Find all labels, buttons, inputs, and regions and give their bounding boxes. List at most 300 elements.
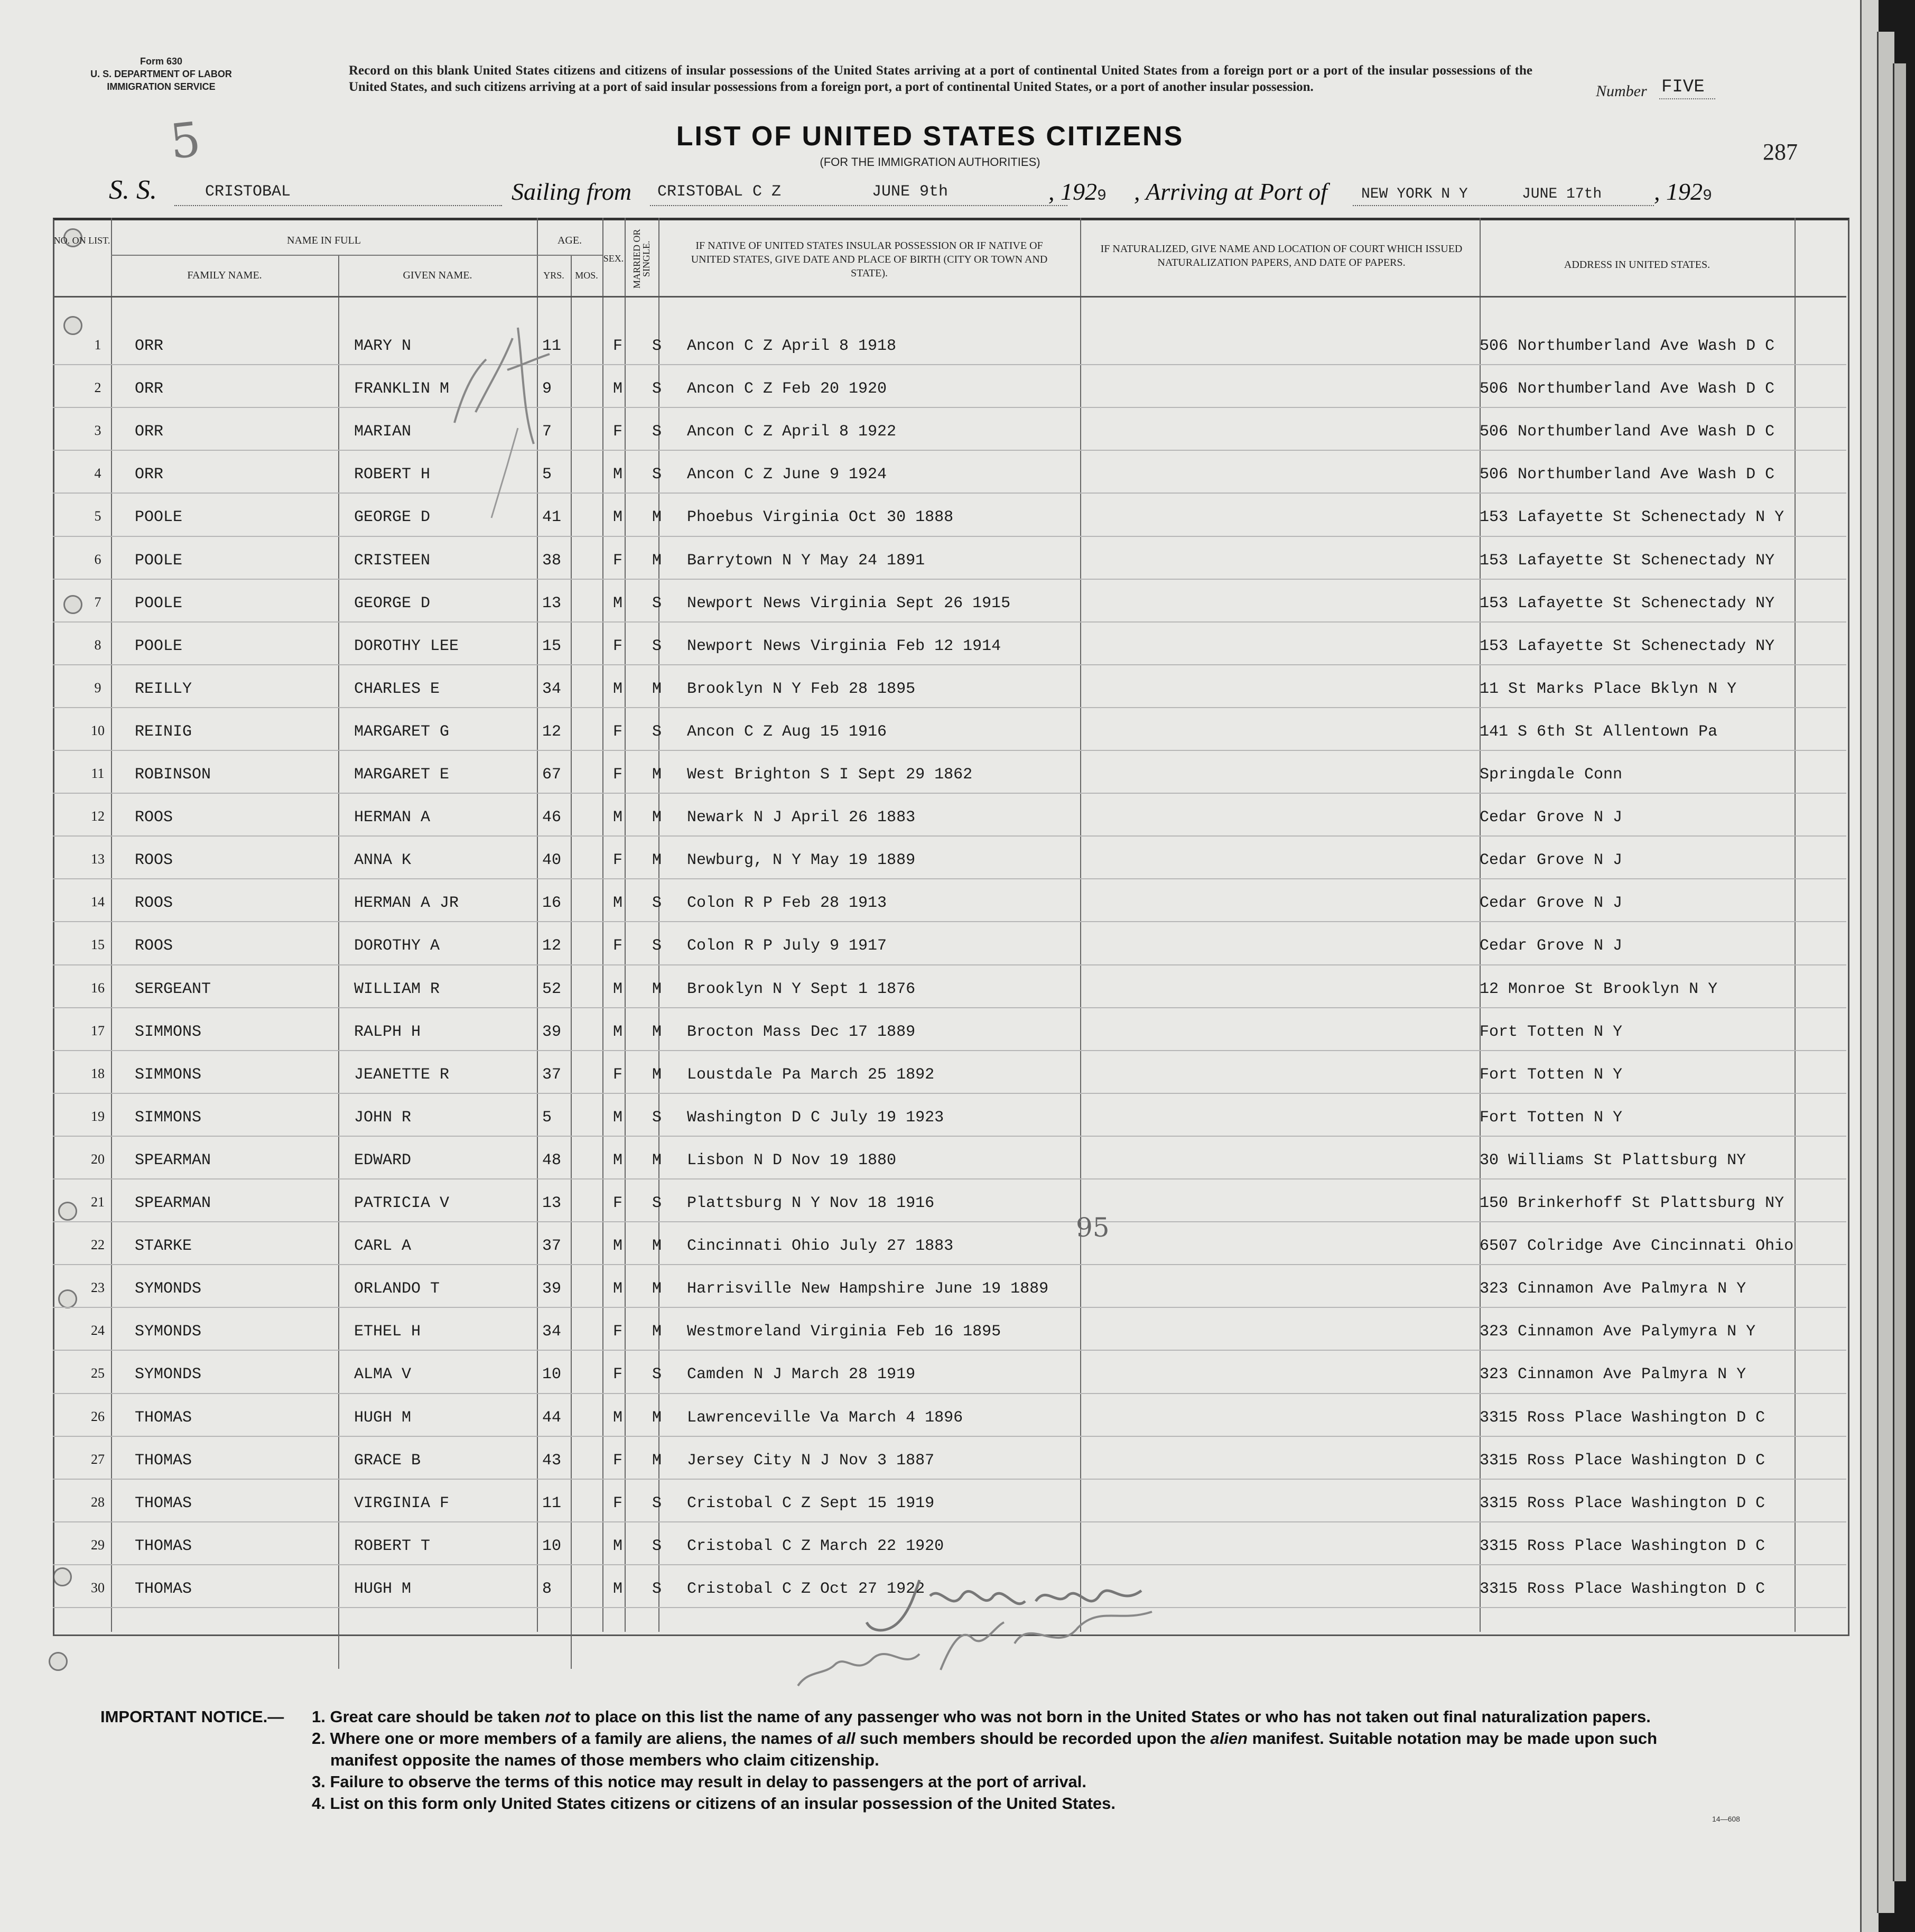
row-rule: [53, 1393, 1846, 1394]
marital-status: S: [652, 466, 662, 484]
from-port: CRISTOBAL C Z: [657, 183, 782, 201]
row-rule: [53, 621, 1846, 623]
family-name: ORR: [135, 337, 164, 355]
birth-place-date: Phoebus Virginia Oct 30 1888: [687, 508, 954, 527]
sex: M: [613, 466, 623, 484]
row-rule: [53, 878, 1846, 879]
sex: F: [613, 851, 623, 870]
family-name: ROBINSON: [135, 766, 211, 784]
row-number: 21: [91, 1194, 105, 1210]
birth-place-date: Ancon C Z Feb 20 1920: [687, 380, 887, 398]
given-name: ROBERT T: [354, 1537, 431, 1555]
sex: F: [613, 551, 623, 570]
us-address: 506 Northumberland Ave Wash D C: [1480, 380, 1775, 398]
row-number: 26: [91, 1408, 105, 1424]
us-address: 323 Cinnamon Ave Palmyra N Y: [1480, 1280, 1746, 1298]
col-header-yrs: YRS.: [543, 270, 564, 281]
notice-lead: IMPORTANT NOTICE.—: [100, 1707, 284, 1726]
sex: F: [613, 1494, 623, 1512]
age-years: 39: [542, 1023, 562, 1041]
us-address: Cedar Grove N J: [1480, 937, 1623, 955]
row-number: 27: [91, 1451, 105, 1467]
sex: F: [613, 423, 623, 441]
birth-place-date: Ancon C Z Aug 15 1916: [687, 722, 887, 741]
sex: M: [613, 594, 623, 612]
age-years: 37: [542, 1237, 562, 1256]
birth-place-date: Cristobal C Z Oct 27 1922: [687, 1580, 925, 1598]
birth-place-date: Camden N J March 28 1919: [687, 1366, 916, 1384]
col-header-sex: SEX.: [603, 253, 624, 264]
sex: M: [613, 1580, 623, 1598]
row-rule: [53, 921, 1846, 922]
age-years: 48: [542, 1151, 562, 1169]
birth-place-date: Lawrenceville Va March 4 1896: [687, 1408, 963, 1427]
col-divider: [1080, 218, 1081, 1632]
age-years: 44: [542, 1408, 562, 1427]
age-years: 12: [542, 937, 562, 955]
us-address: Cedar Grove N J: [1480, 851, 1623, 870]
family-name: THOMAS: [135, 1494, 192, 1512]
notice-item-4: 4. List on this form only United States citizens or citizens of an insular possession of the United States.: [312, 1794, 1115, 1813]
sex: M: [613, 980, 623, 998]
row-number: 11: [91, 766, 105, 781]
age-years: 15: [542, 637, 562, 655]
col-divider: [1795, 218, 1796, 1632]
us-address: 141 S 6th St Allentown Pa: [1480, 722, 1718, 741]
birth-place-date: Plattsburg N Y Nov 18 1916: [687, 1194, 935, 1212]
col-header-married: MARRIED OR SINGLE.: [631, 229, 652, 289]
ss-label: S. S.: [109, 175, 157, 205]
form-number: 14—608: [1712, 1815, 1740, 1823]
col-header-mos: MOS.: [575, 270, 598, 281]
given-name: HUGH M: [354, 1580, 412, 1598]
age-years: 8: [542, 1580, 552, 1598]
col-divider: [111, 218, 112, 1632]
family-name: THOMAS: [135, 1408, 192, 1427]
age-years: 16: [542, 894, 562, 913]
to-year: , 1929: [1654, 178, 1713, 205]
row-number: 13: [91, 851, 105, 867]
birth-place-date: Cristobal C Z Sept 15 1919: [687, 1494, 935, 1512]
given-name: CHARLES E: [354, 680, 440, 698]
row-number: 2: [94, 380, 101, 396]
row-number: 9: [94, 680, 101, 695]
row-rule: [53, 450, 1846, 451]
marital-status: S: [652, 937, 662, 955]
family-name: POOLE: [135, 594, 183, 612]
row-number: 16: [91, 980, 105, 996]
row-number: 17: [91, 1023, 105, 1038]
age-years: 5: [542, 1108, 552, 1127]
given-name: CARL A: [354, 1237, 412, 1256]
birth-place-date: Ancon C Z June 9 1924: [687, 466, 887, 484]
birth-place-date: West Brighton S I Sept 29 1862: [687, 766, 973, 784]
marital-status: M: [652, 1323, 662, 1341]
marital-status: S: [652, 423, 662, 441]
row-number: 24: [91, 1323, 105, 1339]
us-address: Cedar Grove N J: [1480, 809, 1623, 827]
number-label: Number: [1596, 82, 1647, 100]
age-years: 12: [542, 722, 562, 741]
row-number: 23: [91, 1280, 105, 1296]
row-rule: [53, 1007, 1846, 1008]
family-name: STARKE: [135, 1237, 192, 1256]
marital-status: M: [652, 1151, 662, 1169]
row-rule: [53, 493, 1846, 494]
form-identifier: Form 630 U. S. DEPARTMENT OF LABOR IMMIGRATION SERVICE: [90, 56, 232, 92]
age-years: 10: [542, 1366, 562, 1384]
page-subtitle: (FOR THE IMMIGRATION AUTHORITIES): [820, 155, 1040, 169]
sex: M: [613, 508, 623, 527]
col-header-name: NAME IN FULL: [287, 235, 361, 246]
us-address: Springdale Conn: [1480, 766, 1623, 784]
sex: M: [613, 680, 623, 698]
us-address: 153 Lafayette St Schenectady NY: [1480, 637, 1775, 655]
age-years: 67: [542, 766, 562, 784]
given-name: JOHN R: [354, 1108, 412, 1127]
us-address: 506 Northumberland Ave Wash D C: [1480, 466, 1775, 484]
row-number: 30: [91, 1580, 105, 1595]
given-name: ROBERT H: [354, 466, 431, 484]
birth-place-date: Newport News Virginia Sept 26 1915: [687, 594, 1011, 612]
us-address: 3315 Ross Place Washington D C: [1480, 1537, 1765, 1555]
us-address: 323 Cinnamon Ave Palmyra N Y: [1480, 1366, 1746, 1384]
age-years: 11: [542, 1494, 562, 1512]
sex: F: [613, 1451, 623, 1470]
us-address: 323 Cinnamon Ave Palymyra N Y: [1480, 1323, 1756, 1341]
family-name: THOMAS: [135, 1580, 192, 1598]
signature: [782, 1564, 1215, 1702]
from-date: JUNE 9th: [872, 183, 949, 201]
row-rule: [53, 793, 1846, 794]
sex: M: [613, 1023, 623, 1041]
row-number: 28: [91, 1494, 105, 1510]
family-name: REINIG: [135, 722, 192, 741]
row-number: 22: [91, 1237, 105, 1253]
birth-place-date: Barrytown N Y May 24 1891: [687, 551, 925, 570]
row-number: 5: [94, 508, 101, 524]
us-address: 3315 Ross Place Washington D C: [1480, 1580, 1765, 1598]
row-rule: [53, 1521, 1846, 1522]
row-number: 12: [91, 809, 105, 824]
sex: F: [613, 1323, 623, 1341]
family-name: THOMAS: [135, 1537, 192, 1555]
col-header-family: FAMILY NAME.: [187, 270, 262, 281]
row-rule: [53, 1136, 1846, 1137]
row-rule: [53, 1479, 1846, 1480]
age-years: 11: [542, 337, 562, 355]
family-name: ORR: [135, 380, 164, 398]
family-name: ORR: [135, 466, 164, 484]
us-address: Fort Totten N Y: [1480, 1023, 1623, 1041]
birth-place-date: Colon R P July 9 1917: [687, 937, 887, 955]
birth-place-date: Cincinnati Ohio July 27 1883: [687, 1237, 954, 1256]
col-header-naturalized: IF NATURALIZED, GIVE NAME AND LOCATION OF COURT WHICH ISSUED NATURALIZATION PAPERS, AND DATE OF PAPERS.: [1100, 243, 1463, 268]
row-rule: [53, 407, 1846, 408]
sex: M: [613, 809, 623, 827]
marital-status: S: [652, 337, 662, 355]
us-address: Fort Totten N Y: [1480, 1065, 1623, 1084]
row-number: 6: [94, 551, 101, 567]
family-name: POOLE: [135, 637, 183, 655]
row-rule: [53, 1307, 1846, 1308]
family-name: ORR: [135, 423, 164, 441]
row-number: 3: [94, 423, 101, 439]
age-years: 10: [542, 1537, 562, 1555]
row-rule: [53, 1436, 1846, 1437]
row-rule: [53, 750, 1846, 751]
row-number: 14: [91, 894, 105, 910]
marital-status: S: [652, 1366, 662, 1384]
us-address: Fort Totten N Y: [1480, 1108, 1623, 1127]
row-rule: [53, 964, 1846, 965]
age-years: 34: [542, 1323, 562, 1341]
margin-number: 95: [1076, 1212, 1110, 1243]
marital-status: S: [652, 1108, 662, 1127]
birth-place-date: Ancon C Z April 8 1918: [687, 337, 897, 355]
row-number: 19: [91, 1108, 105, 1124]
age-years: 38: [542, 551, 562, 570]
given-name: GEORGE D: [354, 508, 431, 527]
marital-status: M: [652, 1023, 662, 1041]
to-port: NEW YORK N Y: [1361, 186, 1468, 202]
notice-item-2-cont: manifest opposite the names of those members who claim citizenship.: [330, 1751, 879, 1769]
us-address: 6507 Colridge Ave Cincinnati Ohio: [1480, 1237, 1794, 1256]
ship-name: CRISTOBAL: [205, 183, 291, 201]
family-name: ROOS: [135, 937, 173, 955]
given-name: MARY N: [354, 337, 412, 355]
sex: F: [613, 337, 623, 355]
row-number: 25: [91, 1366, 105, 1381]
birth-place-date: Westmoreland Virginia Feb 16 1895: [687, 1323, 1001, 1341]
row-rule: [53, 835, 1846, 837]
marital-status: M: [652, 680, 662, 698]
marital-status: S: [652, 894, 662, 913]
age-years: 43: [542, 1451, 562, 1470]
row-number: 20: [91, 1151, 105, 1167]
given-name: CRISTEEN: [354, 551, 431, 570]
family-name: SERGEANT: [135, 980, 211, 998]
us-address: 11 St Marks Place Bklyn N Y: [1480, 680, 1737, 698]
family-name: SIMMONS: [135, 1065, 202, 1084]
family-name: SPEARMAN: [135, 1151, 211, 1169]
page-title: LIST OF UNITED STATES CITIZENS: [676, 121, 1184, 152]
marital-status: M: [652, 1065, 662, 1084]
page-edge: [1860, 0, 1879, 1932]
marital-status: S: [652, 722, 662, 741]
sex: M: [613, 1237, 623, 1256]
handwritten-mark: 5: [167, 112, 203, 170]
age-years: 34: [542, 680, 562, 698]
arriving-label: , Arriving at Port of: [1134, 178, 1327, 205]
col-divider: [602, 218, 603, 1632]
given-name: HUGH M: [354, 1408, 412, 1427]
birth-place-date: Brooklyn N Y Feb 28 1895: [687, 680, 916, 698]
marital-status: S: [652, 637, 662, 655]
given-name: MARGARET E: [354, 766, 450, 784]
family-name: REILLY: [135, 680, 192, 698]
us-address: 506 Northumberland Ave Wash D C: [1480, 337, 1775, 355]
family-name: SIMMONS: [135, 1108, 202, 1127]
sex: M: [613, 1537, 623, 1555]
marital-status: S: [652, 1494, 662, 1512]
notice-item-2: 2. Where one or more members of a family are aliens, the names of all such members should be recorded upon the alien manifest. Suitable notation may be made upon such: [312, 1729, 1658, 1748]
sex: M: [613, 1108, 623, 1127]
sex: F: [613, 1194, 623, 1212]
birth-place-date: Brocton Mass Dec 17 1889: [687, 1023, 916, 1041]
marital-status: S: [652, 594, 662, 612]
age-years: 9: [542, 380, 552, 398]
col-header-no: NO. ON LIST.: [53, 235, 110, 246]
given-name: VIRGINIA F: [354, 1494, 450, 1512]
sex: F: [613, 1065, 623, 1084]
marital-status: M: [652, 551, 662, 570]
us-address: 3315 Ross Place Washington D C: [1480, 1494, 1765, 1512]
us-address: 153 Lafayette St Schenectady NY: [1480, 594, 1775, 612]
col-header-given: GIVEN NAME.: [403, 270, 472, 281]
row-number: 29: [91, 1537, 105, 1553]
header-rule: [53, 296, 1846, 298]
row-rule: [53, 579, 1846, 580]
important-notice: IMPORTANT NOTICE.— 1. Great care should be taken not to place on this list the name of any passenger who was not born in the United States or who has not taken out final naturalization papers. 2. Where one or more members of a family are aliens, the names of all such members should be recorded upon the alien manifest. Suitable notation may be made upon such manifest opposite the names of those members who claim citizenship. 3. Failure to observe the terms of this notice may result in delay to passengers at the port of arrival. 4. List on this form only United States citizens or citizens of an insular possession of the United States.: [100, 1706, 1791, 1814]
age-years: 5: [542, 466, 552, 484]
us-address: 30 Williams St Plattsburg NY: [1480, 1151, 1746, 1169]
given-name: ALMA V: [354, 1366, 412, 1384]
us-address: 12 Monroe St Brooklyn N Y: [1480, 980, 1718, 998]
ship-line: [174, 205, 502, 206]
col-header-address: ADDRESS IN UNITED STATES.: [1564, 259, 1711, 271]
given-name: EDWARD: [354, 1151, 412, 1169]
list-number: FIVE: [1659, 77, 1715, 99]
col-header-birth: IF NATIVE OF UNITED STATES INSULAR POSSESSION OR IF NATIVE OF UNITED STATES, GIVE DATE AND PLACE OF BIRTH (CITY OR TOWN AND STATE).: [691, 240, 1048, 279]
sex: M: [613, 1408, 623, 1427]
marital-status: M: [652, 1280, 662, 1298]
us-address: 506 Northumberland Ave Wash D C: [1480, 423, 1775, 441]
us-address: 150 Brinkerhoff St Plattsburg NY: [1480, 1194, 1784, 1212]
family-name: SIMMONS: [135, 1023, 202, 1041]
sex: F: [613, 1366, 623, 1384]
given-name: FRANKLIN M: [354, 380, 450, 398]
from-line: [650, 205, 1067, 206]
birth-place-date: Newark N J April 26 1883: [687, 809, 916, 827]
page-edge: [1893, 63, 1906, 1881]
row-rule: [53, 1050, 1846, 1051]
marital-status: M: [652, 766, 662, 784]
marital-status: M: [652, 1451, 662, 1470]
family-name: ROOS: [135, 851, 173, 870]
birth-place-date: Washington D C July 19 1923: [687, 1108, 944, 1127]
given-name: DOROTHY A: [354, 937, 440, 955]
row-rule: [53, 1093, 1846, 1094]
row-number: 7: [94, 594, 101, 610]
family-name: SPEARMAN: [135, 1194, 211, 1212]
age-years: 39: [542, 1280, 562, 1298]
marital-status: S: [652, 380, 662, 398]
marital-status: S: [652, 1537, 662, 1555]
given-name: GRACE B: [354, 1451, 421, 1470]
given-name: GEORGE D: [354, 594, 431, 612]
row-rule: [53, 664, 1846, 665]
birth-place-date: Cristobal C Z March 22 1920: [687, 1537, 944, 1555]
page-edge: [1877, 32, 1894, 1913]
us-address: Cedar Grove N J: [1480, 894, 1623, 913]
col-header-age: AGE.: [557, 235, 582, 246]
birth-place-date: Ancon C Z April 8 1922: [687, 423, 897, 441]
age-years: 41: [542, 508, 562, 527]
sailing-label: Sailing from: [512, 178, 632, 205]
row-rule: [53, 536, 1846, 537]
marital-status: S: [652, 1580, 662, 1598]
given-name: PATRICIA V: [354, 1194, 450, 1212]
given-name: DOROTHY LEE: [354, 637, 459, 655]
age-years: 13: [542, 1194, 562, 1212]
marital-status: M: [652, 851, 662, 870]
notice-item-3: 3. Failure to observe the terms of this notice may result in delay to passengers at the port of arrival.: [312, 1772, 1087, 1791]
given-name: ETHEL H: [354, 1323, 421, 1341]
birth-place-date: Newport News Virginia Feb 12 1914: [687, 637, 1001, 655]
header-rule: [111, 255, 602, 256]
family-name: POOLE: [135, 508, 183, 527]
birth-place-date: Lisbon N D Nov 19 1880: [687, 1151, 897, 1169]
pencil-annotation: [444, 306, 560, 581]
from-year: , 1929: [1048, 178, 1107, 205]
given-name: RALPH H: [354, 1023, 421, 1041]
age-years: 13: [542, 594, 562, 612]
family-name: SYMONDS: [135, 1323, 202, 1341]
birth-place-date: Colon R P Feb 28 1913: [687, 894, 887, 913]
us-address: 3315 Ross Place Washington D C: [1480, 1408, 1765, 1427]
sex: M: [613, 1151, 623, 1169]
to-line: [1353, 205, 1654, 206]
marital-status: M: [652, 508, 662, 527]
family-name: POOLE: [135, 551, 183, 570]
sex: M: [613, 894, 623, 913]
notice-item-1: 1. Great care should be taken: [312, 1707, 545, 1726]
col-divider: [571, 255, 572, 1669]
col-divider: [625, 218, 626, 1632]
us-address: 3315 Ross Place Washington D C: [1480, 1451, 1765, 1470]
age-years: 40: [542, 851, 562, 870]
sex: M: [613, 380, 623, 398]
age-years: 37: [542, 1065, 562, 1084]
family-name: SYMONDS: [135, 1366, 202, 1384]
given-name: ANNA K: [354, 851, 412, 870]
marital-status: M: [652, 980, 662, 998]
age-years: 7: [542, 423, 552, 441]
given-name: MARIAN: [354, 423, 412, 441]
marital-status: M: [652, 809, 662, 827]
birth-place-date: Newburg, N Y May 19 1889: [687, 851, 916, 870]
family-name: ROOS: [135, 809, 173, 827]
birth-place-date: Loustdale Pa March 25 1892: [687, 1065, 935, 1084]
family-name: ROOS: [135, 894, 173, 913]
given-name: WILLIAM R: [354, 980, 440, 998]
sex: F: [613, 766, 623, 784]
row-rule: [53, 1221, 1846, 1222]
page-number: 287: [1763, 139, 1798, 165]
row-number: 4: [94, 466, 101, 481]
row-number: 1: [94, 337, 101, 352]
age-years: 46: [542, 809, 562, 827]
sex: F: [613, 637, 623, 655]
given-name: JEANETTE R: [354, 1065, 450, 1084]
row-rule: [53, 1264, 1846, 1265]
birth-place-date: Harrisville New Hampshire June 19 1889: [687, 1280, 1049, 1298]
us-address: 153 Lafayette St Schenectady NY: [1480, 551, 1775, 570]
row-number: 8: [94, 637, 101, 653]
row-rule: [53, 364, 1846, 365]
marital-status: M: [652, 1237, 662, 1256]
